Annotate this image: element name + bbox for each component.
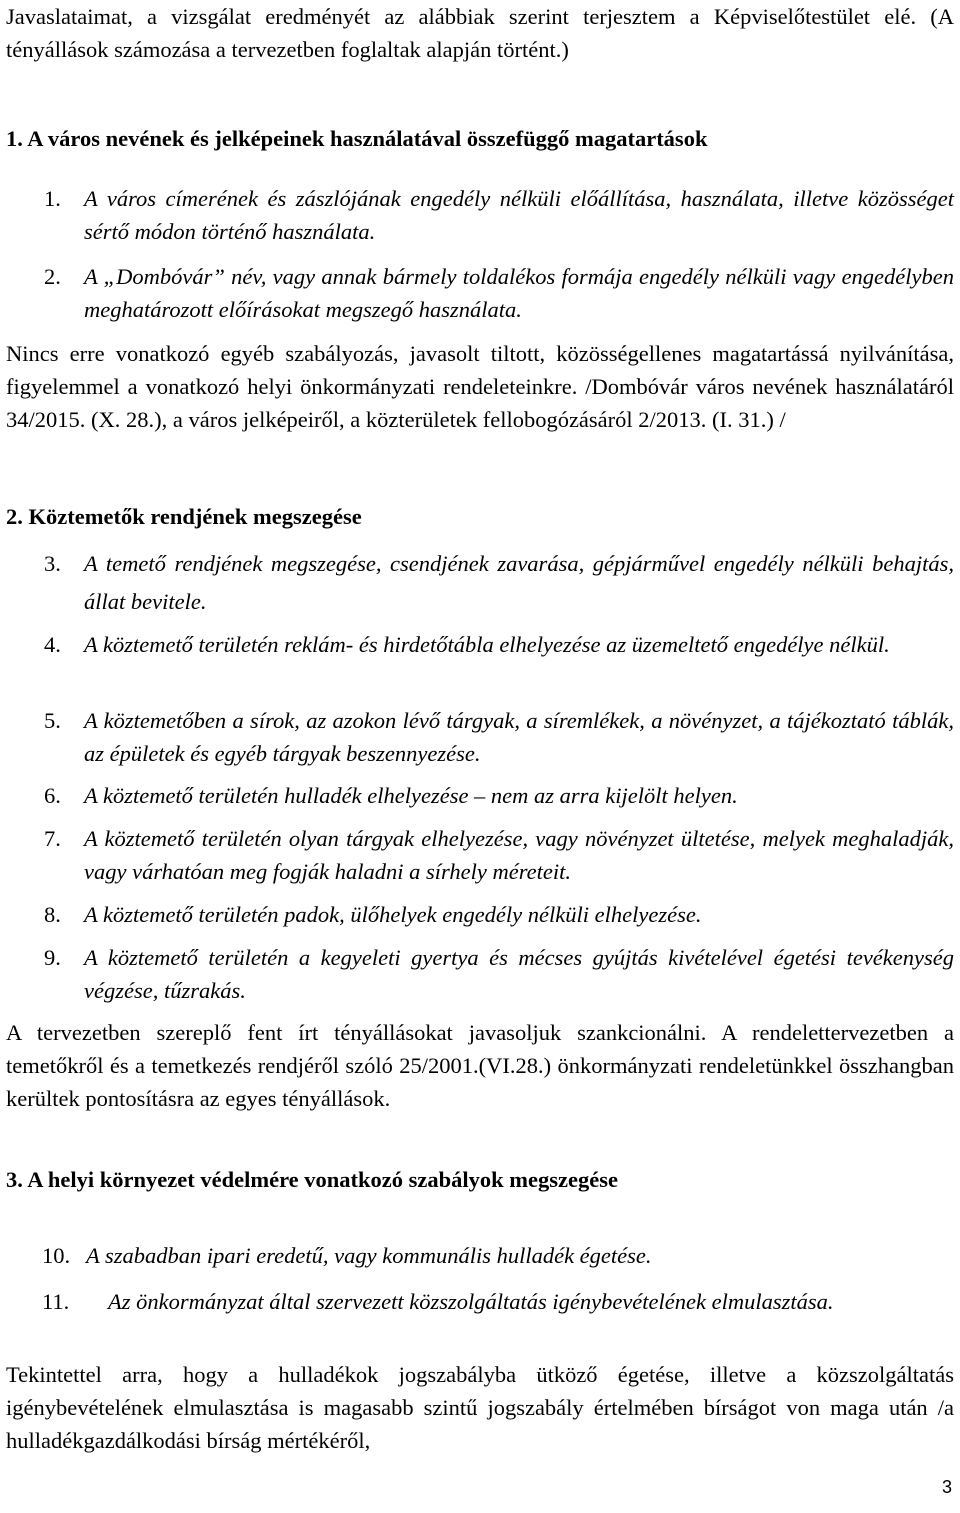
section-3-heading: 3. A helyi környezet védelmére vonatkozó szabályok megszegése bbox=[6, 1167, 618, 1192]
list-item bbox=[42, 1285, 954, 1318]
item-number: 11. bbox=[42, 1289, 70, 1314]
item-text: A város címerének és zászlójának engedély nélküli előállítása, használata, illetve közösséget sértő módon történő használata. bbox=[84, 186, 954, 244]
item-text: A köztemető területén hulladék elhelyezése – nem az arra kijelölt helyen. bbox=[84, 783, 738, 808]
item-number: 5. bbox=[44, 708, 61, 733]
item-number: 7. bbox=[44, 826, 61, 851]
page-number: 3 bbox=[941, 1477, 952, 1497]
item-text: A „Dombóvár” név, vagy annak bármely toldalékos formája engedély nélküli vagy engedélyben meghatározott előírásokat megszegő használata. bbox=[84, 264, 954, 322]
list-item bbox=[44, 260, 954, 326]
list-item bbox=[44, 779, 954, 812]
item-text: A köztemető területén olyan tárgyak elhelyezése, vagy növényzet ültetése, melyek meghaladják, vagy várhatóan meg fogják haladni a sírhely méreteit. bbox=[84, 826, 954, 884]
item-text: A köztemető területén a kegyeleti gyertya és mécses gyújtás kivételével égetési tevékenység végzése, tűzrakás. bbox=[84, 945, 954, 1003]
list-item bbox=[44, 704, 954, 770]
list-item bbox=[44, 822, 954, 888]
item-text: Az önkormányzat által szervezett közszolgáltatás igénybevételének elmulasztása. bbox=[108, 1289, 834, 1314]
list-item bbox=[44, 545, 954, 621]
item-text: A köztemető területén reklám- és hirdetőtábla elhelyezése az üzemeltető engedélye nélkül. bbox=[84, 632, 890, 657]
item-number: 4. bbox=[44, 632, 61, 657]
list-item bbox=[44, 628, 954, 661]
list-item bbox=[44, 941, 954, 1007]
item-number: 6. bbox=[44, 783, 61, 808]
item-number: 8. bbox=[44, 902, 61, 927]
item-text: A köztemetőben a sírok, az azokon lévő tárgyak, a síremlékek, a növényzet, a tájékoztató táblák, az épületek és egyéb tárgyak beszennyezése. bbox=[84, 708, 954, 766]
list-item bbox=[44, 898, 954, 931]
item-number: 2. bbox=[44, 264, 61, 289]
item-text: A szabadban ipari eredetű, vagy kommunális hulladék égetése. bbox=[86, 1243, 652, 1268]
item-number: 1. bbox=[44, 186, 61, 211]
intro-paragraph: Javaslataimat, a vizsgálat eredményét az alábbiak szerint terjesztem a Képviselőtestület elé. (A tényállások számozása a tervezetben foglaltak alapján történt.) bbox=[6, 4, 954, 62]
item-number: 3. bbox=[44, 551, 61, 576]
item-text: A temető rendjének megszegése, csendjének zavarása, gépjárművel engedély nélküli behajtás, állat bevitele. bbox=[84, 551, 954, 614]
item-number: 9. bbox=[44, 945, 61, 970]
section-3-paragraph: Tekintettel arra, hogy a hulladékok jogszabályba ütköző égetése, illetve a közszolgáltatás igénybevételének elmulasztása is magasabb szintű jogszabály értelmében bírságot von maga után /a hulladékgazdálkodási bírság mértékéről, bbox=[6, 1362, 954, 1453]
section-1-paragraph: Nincs erre vonatkozó egyéb szabályozás, javasolt tiltott, közösségellenes magatartássá nyilvánítása, figyelemmel a vonatkozó helyi önkormányzati rendeleteinkre. /Dombóvár város nevének használatáról 34/2015. (X. 28.), a város jelképeiről, a közterületek fellobogózásáról 2/2013. (I. 31.) / bbox=[6, 341, 954, 432]
section-1-heading: 1. A város nevének és jelképeinek használatával összefüggő magatartások bbox=[6, 126, 708, 151]
list-item bbox=[42, 1239, 954, 1272]
section-2-heading: 2. Köztemetők rendjének megszegése bbox=[6, 504, 362, 529]
section-2-paragraph: A tervezetben szereplő fent írt tényállásokat javasoljuk szankcionálni. A rendelettervezetben a temetőkről és a temetkezés rendjéről szóló 25/2001.(VI.28.) önkormányzati rendeletünkkel összhangban kerültek pontosításra az egyes tényállások. bbox=[6, 1020, 954, 1111]
list-item bbox=[44, 182, 954, 248]
item-number: 10. bbox=[42, 1243, 71, 1268]
item-text: A köztemető területén padok, ülőhelyek engedély nélküli elhelyezése. bbox=[84, 902, 702, 927]
